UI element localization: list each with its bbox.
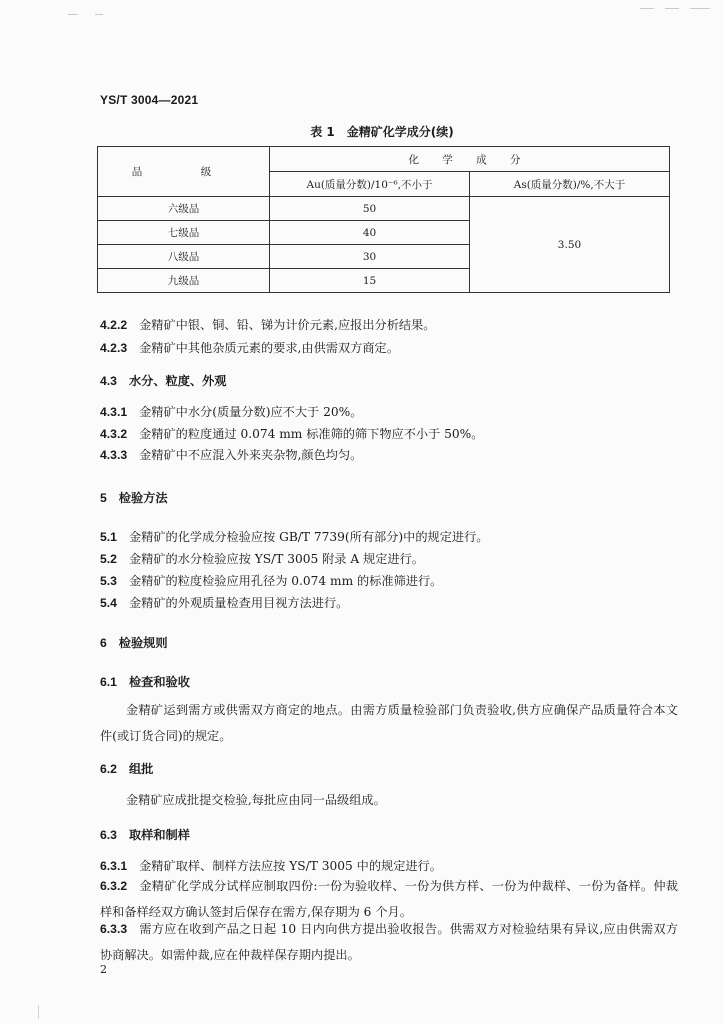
table-row — [98, 197, 670, 221]
document-id: YS/T 3004—2021 — [100, 93, 199, 107]
clause-5-4: 5.4 金精矿的外观质量检查用目视方法进行。 — [100, 596, 349, 610]
clause-6-3-3: 6.3.3 需方应在收到产品之日起 10 日内向供方提出验收报告。供需双方对检验结果有异议,应由供需双方协商解决。如需仲裁,应在仲裁样保存期内提出。 — [100, 922, 678, 962]
header-chemical-composition: 化 学 成 分 — [270, 147, 670, 172]
cell-grade: 六级品 — [98, 197, 270, 221]
clause-4-3-2: 4.3.2 金精矿的粒度通过 0.074 mm 标准筛的筛下物应不小于 50%。 — [100, 427, 484, 441]
cell-au: 40 — [270, 221, 470, 245]
scan-mark — [95, 14, 103, 15]
clause-6-3-1: 6.3.1 金精矿取样、制样方法应按 YS/T 3005 中的规定进行。 — [100, 859, 442, 873]
section-6-3-heading: 6.3 取样和制样 — [100, 828, 190, 842]
scan-mark — [640, 8, 654, 9]
section-6-1-heading: 6.1 检查和验收 — [100, 675, 190, 689]
cell-au: 15 — [270, 269, 470, 293]
paragraph-6-2: 金精矿应成批提交检验,每批应由同一品级组成。 — [126, 793, 386, 807]
cell-grade: 七级品 — [98, 221, 270, 245]
clause-6-3-2: 6.3.2 金精矿化学成分试样应制取四份:一份为验收样、一份为供方样、一份为仲裁样、一份为备样。仲裁样和备样经双方确认签封后保存在需方,保存期为 6 个月。 — [100, 879, 678, 919]
page-number: 2 — [100, 963, 107, 976]
header-grade: 品 级 — [98, 147, 270, 197]
clause-5-1: 5.1 金精矿的化学成分检验应按 GB/T 7739(所有部分)中的规定进行。 — [100, 530, 489, 544]
section-6-heading: 6 检验规则 — [100, 636, 168, 650]
section-5-heading: 5 检验方法 — [100, 491, 168, 505]
paragraph-6-1: 金精矿运到需方或供需双方商定的地点。由需方质量检验部门负责验收,供方应确保产品质量符合本文件(或订货合同)的规定。 — [100, 703, 678, 743]
section-6-2-heading: 6.2 组批 — [100, 762, 154, 776]
table-title: 表 1 金精矿化学成分(续) — [310, 125, 454, 139]
cell-au: 30 — [270, 245, 470, 269]
header-as: As(质量分数)/%,不大于 — [470, 172, 670, 197]
scan-mark — [38, 1005, 39, 1019]
scan-mark — [665, 8, 679, 9]
header-au: Au(质量分数)/10⁻⁶,不小于 — [270, 172, 470, 197]
section-4-3-heading: 4.3 水分、粒度、外观 — [100, 374, 227, 388]
clause-5-3: 5.3 金精矿的粒度检验应用孔径为 0.074 mm 的标准筛进行。 — [100, 574, 443, 588]
cell-au: 50 — [270, 197, 470, 221]
cell-grade: 八级品 — [98, 245, 270, 269]
clause-5-2: 5.2 金精矿的水分检验应按 YS/T 3005 附录 A 规定进行。 — [100, 552, 424, 566]
chemical-composition-table — [97, 146, 670, 293]
clause-4-2-3: 4.2.3 金精矿中其他杂质元素的要求,由供需双方商定。 — [100, 341, 399, 355]
clause-4-3-3: 4.3.3 金精矿中不应混入外来夹杂物,颜色均匀。 — [100, 448, 363, 462]
clause-4-3-1: 4.3.1 金精矿中水分(质量分数)应不大于 20%。 — [100, 405, 363, 419]
scan-mark — [690, 8, 710, 9]
scan-mark — [68, 14, 78, 15]
clause-4-2-2: 4.2.2 金精矿中银、铜、铅、锑为计价元素,应报出分析结果。 — [100, 318, 436, 332]
table-header-row — [98, 147, 670, 172]
cell-as: 3.50 — [470, 197, 670, 293]
cell-grade: 九级品 — [98, 269, 270, 293]
